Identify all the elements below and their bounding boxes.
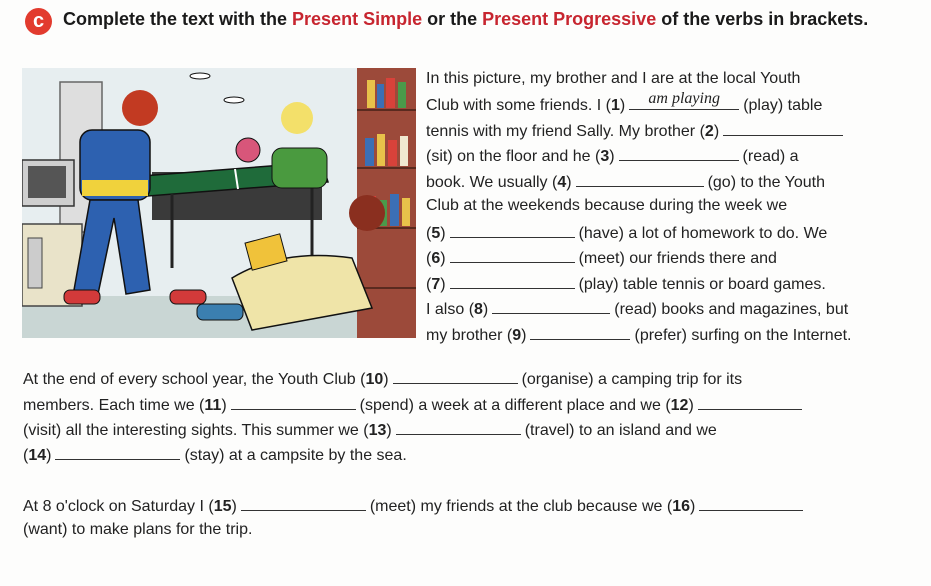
answer-blank-8[interactable] xyxy=(492,299,610,314)
answer-blank-14[interactable] xyxy=(55,445,180,460)
highlight-present-progressive: Present Progressive xyxy=(482,9,657,29)
answer-blank-2[interactable] xyxy=(723,121,843,136)
answer-blank-10[interactable] xyxy=(393,369,518,384)
answer-blank-4[interactable] xyxy=(576,172,704,187)
highlight-present-simple: Present Simple xyxy=(292,9,423,29)
text-line: tennis with my friend Sally. My brother (2) xyxy=(426,121,847,141)
answer-blank-12[interactable] xyxy=(698,395,802,410)
answer-blank-3[interactable] xyxy=(619,146,739,161)
text-line: (visit) all the interesting sights. This summer we (13) (travel) to an island and we xyxy=(23,422,717,439)
answer-blank-6[interactable] xyxy=(450,248,575,263)
text-line: (7) (play) table tennis or board games. xyxy=(426,276,826,293)
text-line: At 8 o'clock on Saturday I (15) (meet) my friends at the club because we (16) xyxy=(23,496,807,516)
text-line: In this picture, my brother and I are at the local Youth xyxy=(426,70,801,87)
text-line: my brother (9) (prefer) surfing on the Internet. xyxy=(426,327,852,344)
answer-blank-15[interactable] xyxy=(241,496,366,511)
answer-blank-13[interactable] xyxy=(396,420,521,435)
text-line: I also (8) (read) books and magazines, but xyxy=(426,301,849,318)
text-line: At the end of every school year, the Youth Club (10) (organise) a camping trip for its xyxy=(23,371,743,388)
text-line: Club with some friends. I (1) am playing (play) table xyxy=(426,90,823,114)
text-line: (5) (have) a lot of homework to do. We xyxy=(426,225,828,242)
answer-blank-11[interactable] xyxy=(231,395,356,410)
text-line: Club at the weekends because during the week we xyxy=(426,197,788,214)
text-line: (14) (stay) at a campsite by the sea. xyxy=(23,447,407,464)
exercise-instruction: Complete the text with the Present Simple or the Present Progressive of the verbs in brackets. xyxy=(63,9,869,29)
text-line: (6) (meet) our friends there and xyxy=(426,250,777,267)
answer-example: am playing xyxy=(648,90,720,107)
answer-blank-1[interactable] xyxy=(629,90,739,110)
exercise-badge: c xyxy=(25,8,52,35)
youth-club-illustration xyxy=(22,68,416,338)
text-line: (sit) on the floor and he (3) (read) a xyxy=(426,148,799,165)
text-line: members. Each time we (11) (spend) a week at a different place and we (12) xyxy=(23,395,806,415)
text-line: book. We usually (4) (go) to the Youth xyxy=(426,174,825,191)
answer-blank-7[interactable] xyxy=(450,274,575,289)
answer-blank-16[interactable] xyxy=(699,496,803,511)
answer-blank-5[interactable] xyxy=(450,223,575,238)
answer-blank-9[interactable] xyxy=(530,325,630,340)
text-line: (want) to make plans for the trip. xyxy=(23,521,253,538)
